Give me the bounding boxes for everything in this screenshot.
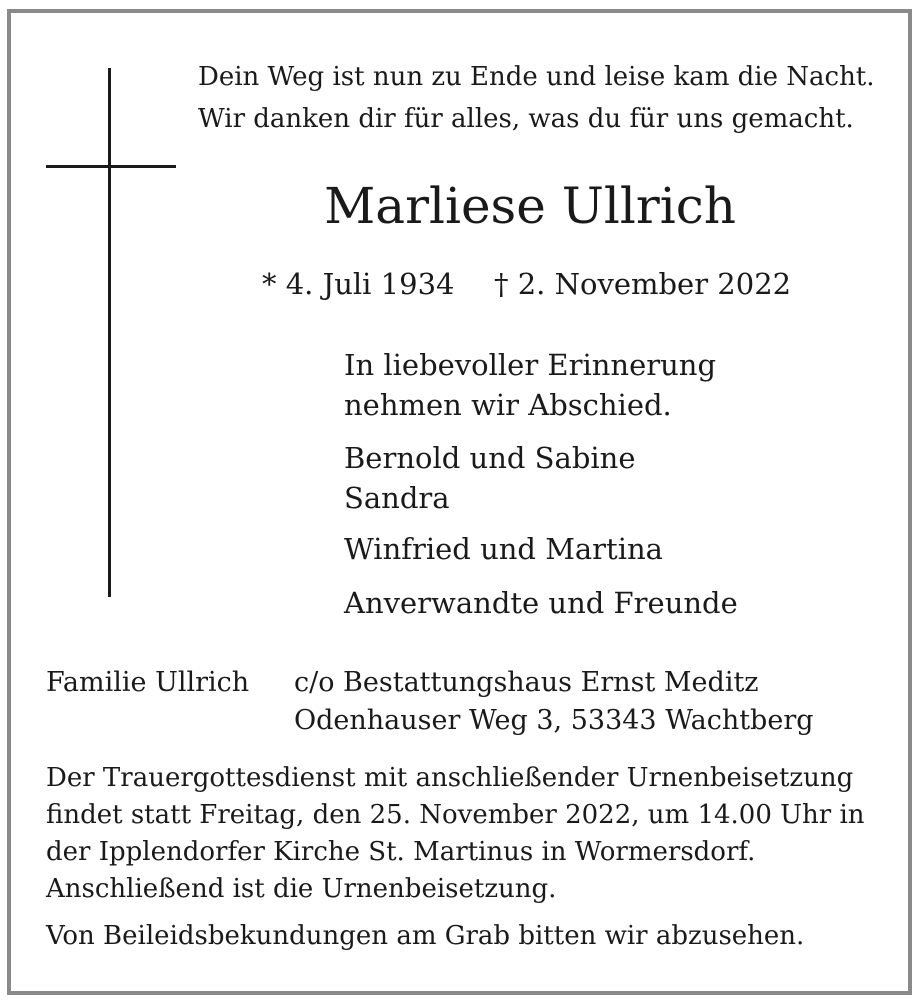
- mourners-intro-line-2: nehmen wir Abschied.: [344, 388, 672, 422]
- motto-line-2: Wir danken dir für alles, was du für uns gemacht.: [198, 104, 854, 134]
- service-line-1: Der Trauergottesdienst mit anschließender Urnenbeisetzung: [46, 763, 854, 793]
- motto-line-1: Dein Weg ist nun zu Ende und leise kam die Nacht.: [198, 62, 875, 92]
- service-line-3: der Ipplendorfer Kirche St. Martinus in Wormersdorf.: [46, 837, 756, 867]
- birth-date: * 4. Juli 1934: [262, 267, 455, 301]
- mourners-group-1: [344, 438, 636, 518]
- address-family: Familie Ullrich: [46, 667, 250, 698]
- service-announcement: [46, 760, 886, 908]
- mourners-group-3: Anverwandte und Freunde: [344, 586, 738, 620]
- address-block: [294, 664, 814, 740]
- address-line-2: Odenhauser Weg 3, 53343 Wachtberg: [294, 705, 814, 736]
- cross-vertical-bar: [108, 68, 111, 597]
- cross-horizontal-bar: [46, 165, 176, 168]
- death-date: † 2. November 2022: [494, 267, 792, 301]
- mourners-group-2: Winfried und Martina: [344, 532, 663, 566]
- closing-note: Von Beileidsbekundungen am Grab bitten wir abzusehen.: [46, 921, 805, 951]
- motto-verse: [198, 56, 875, 140]
- service-line-2: findet statt Freitag, den 25. November 2022, um 14.00 Uhr in: [46, 800, 865, 830]
- mourners-group-1-line-2: Sandra: [344, 481, 450, 515]
- mourners-intro-line-1: In liebevoller Erinnerung: [344, 348, 717, 382]
- mourners-intro: [344, 345, 716, 425]
- service-line-4: Anschließend ist die Urnenbeisetzung.: [46, 874, 557, 904]
- address-line-1: c/o Bestattungshaus Ernst Meditz: [294, 667, 759, 698]
- mourners-group-1-line-1: Bernold und Sabine: [344, 441, 636, 475]
- deceased-name: Marliese Ullrich: [324, 177, 736, 235]
